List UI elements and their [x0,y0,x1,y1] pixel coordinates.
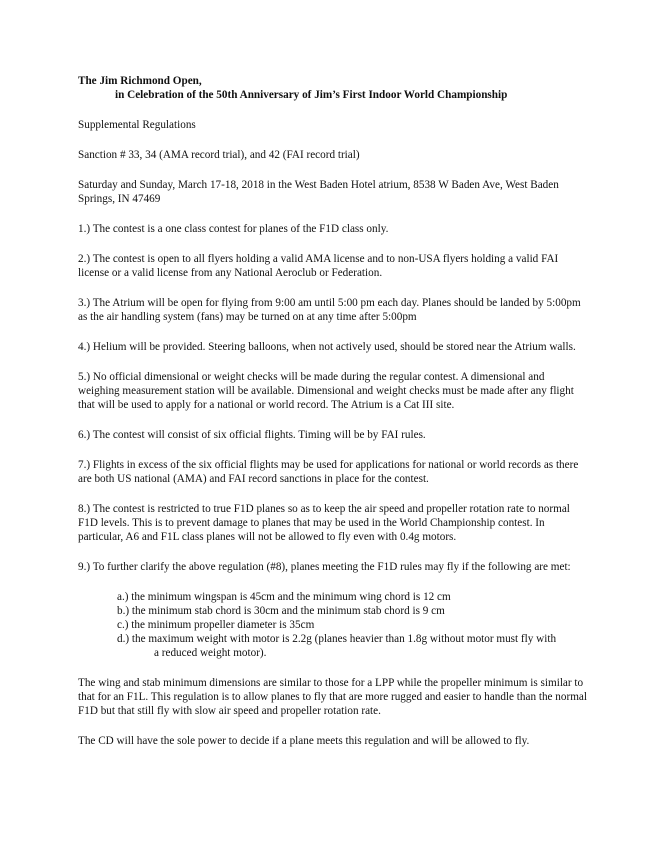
list-item: d.) the maximum weight with motor is 2.2g (planes heavier than 1.8g without motor must fly with a reduced weight motor). [117,632,588,660]
rule-7: 7.) Flights in excess of the six official flights may be used for applications for national or world records as there are both US national (AMA) and FAI record sanctions in place for the contest. [78,459,579,485]
rule-5: 5.) No official dimensional or weight checks will be made during the regular contest. A dimensional and weighing measurement station will be available. Dimensional and weight checks must be made after any flight that will be used to apply for a national or world record. The Atrium is a Cat III site. [78,371,574,411]
list-item: b.) the minimum stab chord is 30cm and the minimum stab chord is 9 cm [117,605,445,617]
rule-8: 8.) The contest is restricted to true F1D planes so as to keep the air speed and propeller rotation rate to normal F1D levels. This is to prevent damage to planes that may be used in the World Championship contest. In particular, A6 and F1L class planes will not be allowed to fly even with 0.4g motors. [78,503,570,543]
rule-2: 2.) The contest is open to all flyers holding a valid AMA license and to non-USA flyers holding a valid FAI license or a valid license from any National Aeroclub or Federation. [78,253,559,279]
list-item-continuation: a reduced weight motor). [154,647,267,659]
rule-1: 1.) The contest is a one class contest for planes of the F1D class only. [78,223,389,235]
rule-9: 9.) To further clarify the above regulation (#8), planes meeting the F1D rules may fly if the following are met: [78,561,571,573]
rule-9-conditions [117,590,588,660]
rule-6: 6.) The contest will consist of six official flights. Timing will be by FAI rules. [78,429,426,441]
section-heading: Supplemental Regulations [78,119,196,131]
rule-4: 4.) Helium will be provided. Steering balloons, when not actively used, should be stored near the Atrium walls. [78,341,576,353]
sanction-line: Sanction # 33, 34 (AMA record trial), and 42 (FAI record trial) [78,149,360,161]
closing-paragraph: The CD will have the sole power to decide if a plane meets this regulation and will be allowed to fly. [78,735,530,747]
list-item: a.) the minimum wingspan is 45cm and the minimum wing chord is 12 cm [117,591,451,603]
document-page [78,74,588,748]
rule-3: 3.) The Atrium will be open for flying from 9:00 am until 5:00 pm each day. Planes should be landed by 5:00pm as the air handling system (fans) may be turned on at any time after 5:00pm [78,297,581,323]
document-title-subline: in Celebration of the 50th Anniversary of Jim’s First Indoor World Championship [115,89,508,101]
closing-paragraph: The wing and stab minimum dimensions are similar to those for a LPP while the propeller minimum is similar to that for an F1L. This regulation is to allow planes to fly that are more rugged and easier to handle than the normal F1D but that still fly with slow air speed and propeller rotation rate. [78,677,587,717]
list-item: c.) the minimum propeller diameter is 35cm [117,619,315,631]
document-title: The Jim Richmond Open, [78,75,202,87]
date-location: Saturday and Sunday, March 17-18, 2018 in the West Baden Hotel atrium, 8538 W Baden Ave, West Baden Springs, IN 47469 [78,179,559,205]
